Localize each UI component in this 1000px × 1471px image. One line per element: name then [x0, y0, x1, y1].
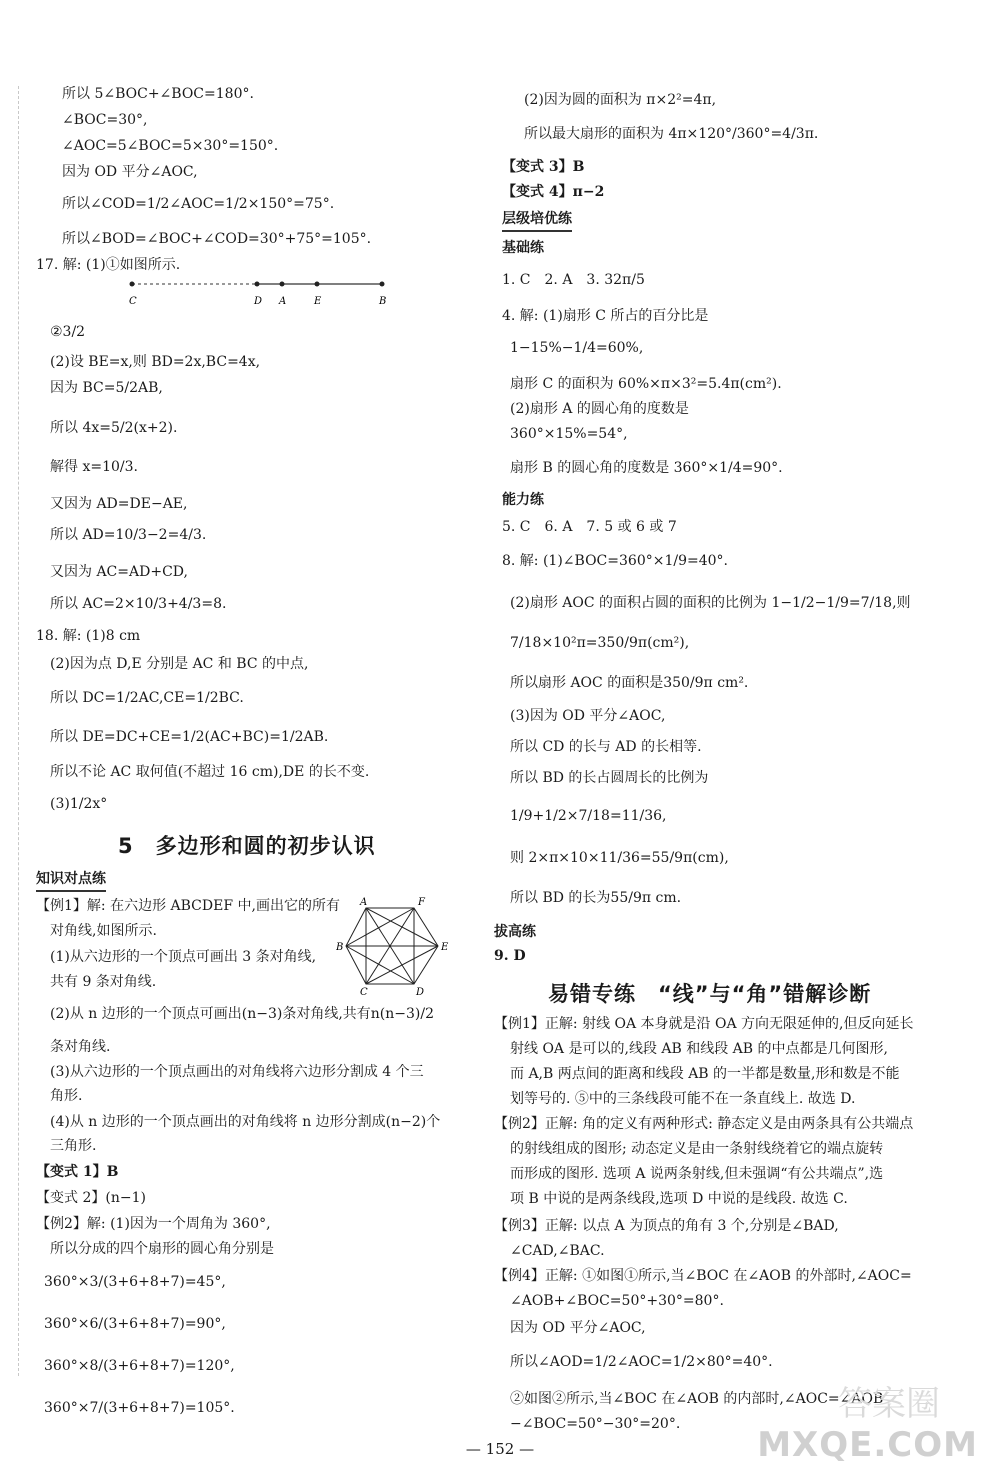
problem-18: 18. 解: (1)8 cm: [36, 628, 141, 644]
hex-label-d: D: [416, 987, 425, 996]
section-title-errors: 易错专练 “线”与“角”错解诊断: [548, 982, 872, 1006]
err-example-2: 【例2】正解: 角的定义有两种形式: 静态定义是由两条具有公共端点: [494, 1116, 914, 1132]
hex-label-f: F: [418, 897, 425, 908]
text-line: ②如图②所示,当∠BOC 在∠AOB 的内部时,∠AOC=∠AOB: [510, 1391, 884, 1407]
text-line: 所以 4x=5/2(x+2).: [50, 420, 178, 436]
text-line: 360°×6/(3+6+8+7)=90°,: [44, 1316, 226, 1332]
point-e: [315, 282, 320, 287]
subsection-advanced: 拔高练: [494, 924, 536, 940]
section-title: 5 多边形和圆的初步认识: [118, 834, 376, 858]
watermark-logo: 答案圈: [838, 1384, 940, 1424]
example-2: 【例2】解: (1)因为一个周角为 360°,: [36, 1216, 271, 1232]
section-heading: 层级培优练: [502, 209, 572, 232]
text-line: 360°×8/(3+6+8+7)=120°,: [44, 1358, 235, 1374]
hex-label-b: B: [336, 942, 344, 953]
right-column: [490, 0, 990, 1430]
text-line: (2)因为圆的面积为 π×2²=4π,: [524, 92, 717, 108]
text-line: 所以不论 AC 取何值(不超过 16 cm),DE 的长不变.: [50, 764, 370, 780]
answer-9: 9. D: [494, 948, 526, 964]
text-line: 1−15%−1/4=60%,: [510, 340, 644, 356]
text-line: (1)从六边形的一个顶点可画出 3 条对角线,: [50, 949, 317, 965]
err-example-4: 【例4】正解: ①如图①所示,当∠BOC 在∠AOB 的外部时,∠AOC=: [494, 1268, 912, 1284]
text-line: 5. C 6. A 7. 5 或 6 或 7: [502, 519, 677, 535]
text-line: (2)扇形 AOC 的面积占圆的面积的比例为 1−1/2−1/9=7/18,则: [510, 595, 911, 611]
hex-label-c: C: [360, 987, 368, 996]
text-line: (2)从 n 边形的一个顶点可画出(n−3)条对角线,共有n(n−3)/2: [50, 1006, 434, 1022]
text-line: 7/18×10²π=350/9π(cm²),: [510, 635, 690, 651]
text-line: 解得 x=10/3.: [50, 459, 138, 475]
text-line: 360°×7/(3+6+8+7)=105°.: [44, 1400, 235, 1416]
label-d: D: [254, 296, 263, 307]
text-line: (3)从六边形的一个顶点画出的对角线将六边形分割成 4 个三: [50, 1064, 424, 1080]
text-line: 所以 AD=10/3−2=4/3.: [50, 527, 207, 543]
subsection-basic: 基础练: [502, 240, 544, 256]
err-example-3: 【例3】正解: 以点 A 为顶点的角有 3 个,分别是∠BAD,: [494, 1218, 839, 1234]
text-line: 因为 OD 平分∠AOC,: [510, 1320, 646, 1336]
text-line: 扇形 C 的面积为 60%×π×3²=5.4π(cm²).: [510, 376, 782, 392]
hexagon-figure: [336, 896, 456, 996]
point-d: [255, 282, 260, 287]
variant-2: 【变式 2】(n−1): [36, 1190, 146, 1206]
variant-4: 【变式 4】π−2: [502, 184, 605, 200]
text-line: 所以∠AOD=1/2∠AOC=1/2×80°=40°.: [510, 1354, 773, 1370]
text-line: ∠BOC=30°,: [62, 112, 148, 128]
text-line: 又因为 AD=DE−AE,: [50, 496, 188, 512]
text-line: 所以 DE=DC+CE=1/2(AC+BC)=1/2AB.: [50, 729, 329, 745]
text-line: (4)从 n 边形的一个顶点画出的对角线将 n 边形分割成(n−2)个: [50, 1114, 441, 1130]
text-line: (2)因为点 D,E 分别是 AC 和 BC 的中点,: [50, 656, 309, 672]
err-example-1: 【例1】正解: 射线 OA 本身就是沿 OA 方向无限延伸的,但反向延长: [494, 1016, 914, 1032]
point-a: [280, 282, 285, 287]
segment-figure: [120, 272, 400, 312]
text-line: 所以 DC=1/2AC,CE=1/2BC.: [50, 690, 244, 706]
label-e: E: [314, 296, 322, 307]
text-line: 又因为 AC=AD+CD,: [50, 564, 188, 580]
text-line: 1/9+1/2×7/18=11/36,: [510, 808, 667, 824]
variant-3: 【变式 3】B: [502, 159, 585, 175]
text-line: 则 2×π×10×11/36=55/9π(cm),: [510, 850, 729, 866]
text-line: 项 B 中说的是两条线段,选项 D 中说的是线段. 故选 C.: [510, 1191, 848, 1207]
text-line: 划等号的. ⑤中的三条线段可能不在一条直线上. 故选 D.: [510, 1091, 856, 1107]
text-line: ②3/2: [50, 324, 86, 340]
text-line: 360°×15%=54°,: [510, 426, 628, 442]
text-line: 所以 5∠BOC+∠BOC=180°.: [62, 86, 254, 102]
label-c: C: [129, 296, 137, 307]
text-line: 所以∠COD=1/2∠AOC=1/2×150°=75°.: [62, 196, 335, 212]
text-line: 条对角线.: [50, 1039, 111, 1055]
text-line: 所以 BD 的长为55/9π cm.: [510, 890, 682, 906]
label-b: B: [379, 296, 387, 307]
text-line: 而 A,B 两点间的距离和线段 AB 的一半都是数量,形和数是不能: [510, 1066, 900, 1082]
text-line: 对角线,如图所示.: [50, 923, 157, 939]
text-line: 因为 OD 平分∠AOC,: [62, 164, 198, 180]
text-line: 所以分成的四个扇形的圆心角分别是: [50, 1241, 274, 1257]
example-1: 【例1】解: 在六边形 ABCDEF 中,画出它的所有: [36, 898, 340, 914]
text-line: −∠BOC=50°−30°=20°.: [510, 1416, 681, 1432]
point-c: [130, 282, 135, 287]
text-line: 角形.: [50, 1088, 83, 1104]
text-line: 射线 OA 是可以的,线段 AB 和线段 AB 的中点都是几何图形,: [510, 1041, 888, 1057]
text-line: 360°×3/(3+6+8+7)=45°,: [44, 1274, 226, 1290]
text-line: ∠AOB+∠BOC=50°+30°=80°.: [510, 1293, 724, 1309]
hex-label-e: E: [441, 942, 449, 953]
page-number: — 152 —: [465, 1440, 535, 1458]
text-line: ∠CAD,∠BAC.: [510, 1243, 605, 1259]
watermark: MXQE.COM: [757, 1425, 978, 1465]
left-column: [0, 0, 470, 1430]
problem-8: 8. 解: (1)∠BOC=360°×1/9=40°.: [502, 553, 728, 569]
text-line: (2)扇形 A 的圆心角的度数是: [510, 401, 689, 417]
text-line: 所以最大扇形的面积为 4π×120°/360°=4/3π.: [524, 126, 819, 142]
text-line: 扇形 B 的圆心角的度数是 360°×1/4=90°.: [510, 460, 783, 476]
text-line: 1. C 2. A 3. 32π/5: [502, 272, 645, 288]
variant-1: 【变式 1】B: [36, 1164, 119, 1180]
hex-label-a: A: [360, 897, 368, 908]
text-line: 因为 BC=5/2AB,: [50, 380, 163, 396]
text-line: ∠AOC=5∠BOC=5×30°=150°.: [62, 138, 279, 154]
text-line: 而形成的图形. 选项 A 说两条射线,但未强调“有公共端点”,选: [510, 1166, 884, 1182]
text-line: 所以 AC=2×10/3+4/3=8.: [50, 596, 227, 612]
text-line: (2)设 BE=x,则 BD=2x,BC=4x,: [50, 354, 261, 370]
text-line: 共有 9 条对角线.: [50, 974, 157, 990]
text-line: (3)1/2x°: [50, 796, 108, 812]
label-a: A: [279, 296, 287, 307]
point-b: [380, 282, 385, 287]
text-line: 三角形.: [50, 1138, 97, 1154]
problem-17: 17. 解: (1)①如图所示.: [36, 257, 181, 273]
text-line: 所以∠BOD=∠BOC+∠COD=30°+75°=105°.: [62, 231, 372, 247]
text-line: 所以扇形 AOC 的面积是350/9π cm².: [510, 675, 749, 691]
text-line: 所以 CD 的长与 AD 的长相等.: [510, 739, 702, 755]
subsection-ability: 能力练: [502, 492, 544, 508]
problem-4: 4. 解: (1)扇形 C 所占的百分比是: [502, 308, 709, 324]
text-line: (3)因为 OD 平分∠AOC,: [510, 708, 666, 724]
section-heading: 知识对点练: [36, 869, 106, 892]
text-line: 所以 BD 的长占圆周长的比例为: [510, 770, 709, 786]
text-line: 的射线组成的图形; 动态定义是由一条射线绕着它的端点旋转: [510, 1141, 884, 1157]
